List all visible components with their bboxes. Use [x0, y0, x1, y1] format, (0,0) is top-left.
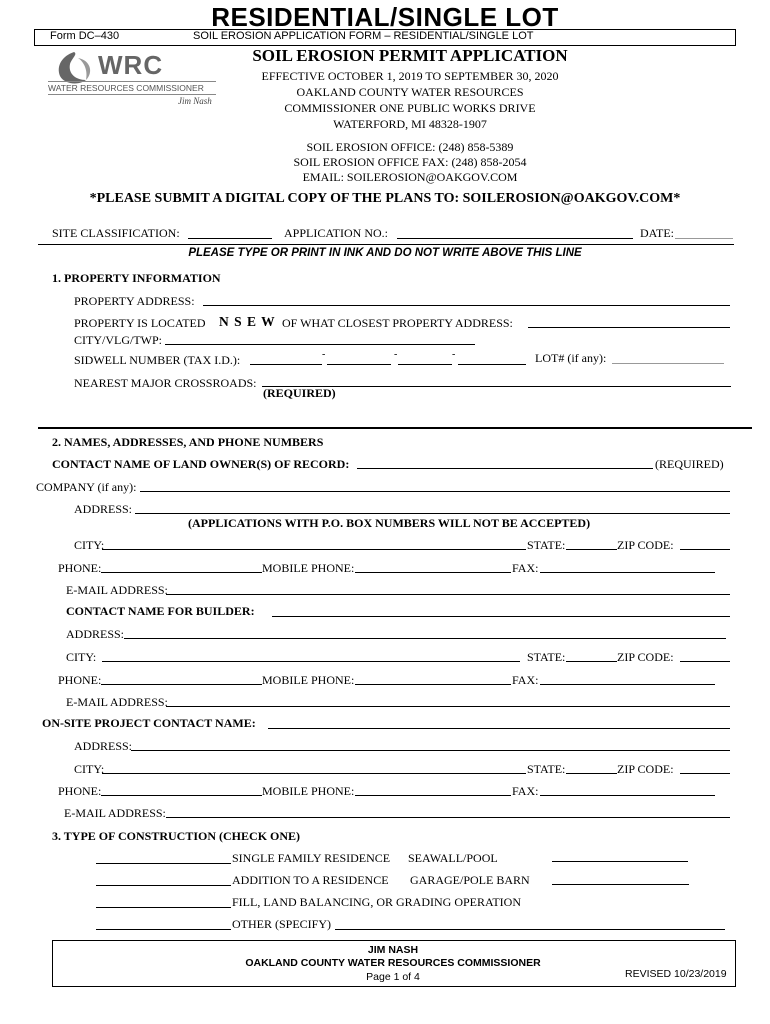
revised-date: REVISED 10/23/2019: [625, 968, 727, 980]
garage-label: GARAGE/POLE BARN: [410, 873, 530, 887]
owner-label: CONTACT NAME OF LAND OWNER(S) OF RECORD:: [52, 457, 350, 471]
contact-block: [220, 140, 600, 185]
office-divider: [38, 244, 734, 245]
builder-city-label: CITY:: [66, 650, 97, 664]
sidwell-field-3[interactable]: [398, 364, 452, 365]
onsite-state-label: STATE:: [527, 762, 566, 776]
builder-state-field[interactable]: [566, 661, 617, 662]
date-label: DATE:: [640, 226, 674, 240]
owner-zip-field[interactable]: [680, 549, 730, 550]
city-vlg-twp-field[interactable]: [165, 344, 475, 345]
builder-state-label: STATE:: [527, 650, 566, 664]
builder-city-field[interactable]: [102, 661, 520, 662]
company-label: COMPANY (if any):: [36, 480, 137, 494]
onsite-fax-label: FAX:: [512, 784, 539, 798]
onsite-phone-field[interactable]: [101, 795, 262, 796]
sidwell-field-1[interactable]: [250, 364, 322, 365]
seawall-label: SEAWALL/POOL: [408, 851, 498, 865]
sidwell-field-2[interactable]: [327, 364, 391, 365]
onsite-address-field[interactable]: [131, 750, 730, 751]
onsite-zip-label: ZIP CODE:: [617, 762, 674, 776]
builder-zip-field[interactable]: [680, 661, 730, 662]
owner-phone-label: PHONE:: [58, 561, 102, 575]
other-specify-field[interactable]: [335, 929, 725, 930]
builder-fax-label: FAX:: [512, 673, 539, 687]
owner-required: (REQUIRED): [655, 457, 724, 471]
office-phone: SOIL EROSION OFFICE: (248) 858-5389: [306, 140, 514, 154]
garage-checkline[interactable]: [552, 884, 689, 885]
addition-checkline[interactable]: [96, 885, 231, 886]
application-no-label: APPLICATION NO.:: [284, 226, 389, 240]
wrc-logo: [48, 50, 218, 110]
onsite-mobile-label: MOBILE PHONE:: [262, 784, 355, 798]
fill-checkline[interactable]: [96, 907, 231, 908]
closest-address-field[interactable]: [528, 327, 730, 328]
owner-address-label: ADDRESS:: [74, 502, 133, 516]
owner-address-field[interactable]: [135, 513, 730, 514]
section-divider: [38, 427, 752, 429]
onsite-city-field[interactable]: [102, 773, 526, 774]
section1-heading: 1. PROPERTY INFORMATION: [52, 271, 221, 285]
owner-email-field[interactable]: [166, 594, 730, 595]
onsite-contact-label: ON-SITE PROJECT CONTACT NAME:: [42, 716, 256, 730]
site-classification-label: SITE CLASSIFICATION:: [52, 226, 180, 240]
page-number: Page 1 of 4: [366, 971, 420, 983]
onsite-email-field[interactable]: [166, 817, 730, 818]
nsew-options[interactable]: N S E W: [219, 314, 276, 329]
onsite-contact-field[interactable]: [268, 728, 730, 729]
owner-city-label: CITY:: [74, 538, 105, 552]
closest-address-label: OF WHAT CLOSEST PROPERTY ADDRESS:: [282, 316, 513, 330]
po-box-note: (APPLICATIONS WITH P.O. BOX NUMBERS WILL NOT BE ACCEPTED): [188, 516, 591, 530]
property-address-label: PROPERTY ADDRESS:: [74, 294, 195, 308]
owner-phone-field[interactable]: [101, 572, 262, 573]
city-vlg-twp-label: CITY/VLG/TWP:: [74, 333, 162, 347]
address-line: COMMISSIONER ONE PUBLIC WORKS DRIVE: [284, 101, 536, 115]
crossroads-required: (REQUIRED): [263, 386, 336, 400]
sidwell-dash: -: [452, 349, 456, 360]
crossroads-label: NEAREST MAJOR CROSSROADS:: [74, 376, 257, 390]
builder-mobile-field[interactable]: [355, 684, 511, 685]
builder-mobile-label: MOBILE PHONE:: [262, 673, 355, 687]
located-label: PROPERTY IS LOCATED: [74, 316, 206, 330]
sidwell-field-4[interactable]: [458, 364, 526, 365]
addition-label: ADDITION TO A RESIDENCE: [232, 873, 389, 887]
big-title: RESIDENTIAL/SINGLE LOT: [211, 2, 559, 32]
owner-mobile-label: MOBILE PHONE:: [262, 561, 355, 575]
onsite-zip-field[interactable]: [680, 773, 730, 774]
address-line: EFFECTIVE OCTOBER 1, 2019 TO SEPTEMBER 30, 2020: [261, 69, 559, 83]
other-label: OTHER (SPECIFY): [232, 917, 332, 931]
builder-address-label: ADDRESS:: [66, 627, 125, 641]
builder-field[interactable]: [272, 616, 730, 617]
submit-note: *PLEASE SUBMIT A DIGITAL COPY OF THE PLANS TO: SOILEROSION@OAKGOV.COM*: [89, 191, 681, 206]
office-email: EMAIL: SOILEROSION@OAKGOV.COM: [302, 170, 518, 184]
address-line: OAKLAND COUNTY WATER RESOURCES: [296, 85, 524, 99]
builder-email-field[interactable]: [166, 706, 730, 707]
onsite-city-label: CITY:: [74, 762, 105, 776]
application-no-field[interactable]: [397, 238, 633, 239]
builder-label: CONTACT NAME FOR BUILDER:: [66, 604, 255, 618]
logo-signature: Jim Nash: [178, 96, 212, 106]
address-line: WATERFORD, MI 48328-1907: [333, 117, 487, 131]
onsite-mobile-field[interactable]: [355, 795, 511, 796]
single-family-label: SINGLE FAMILY RESIDENCE: [232, 851, 391, 865]
address-block: [220, 68, 600, 132]
builder-zip-label: ZIP CODE:: [617, 650, 674, 664]
logo-rule-2: [48, 94, 216, 95]
logo-subtitle: WATER RESOURCES COMMISSIONER: [48, 83, 204, 93]
owner-fax-label: FAX:: [512, 561, 539, 575]
seawall-checkline[interactable]: [552, 861, 688, 862]
page-title: SOIL EROSION PERMIT APPLICATION: [252, 46, 568, 65]
onsite-address-label: ADDRESS:: [74, 739, 133, 753]
company-field[interactable]: [140, 491, 730, 492]
owner-email-label: E-MAIL ADDRESS:: [66, 583, 168, 597]
form-number: Form DC–430: [50, 30, 120, 42]
footer-office: OAKLAND COUNTY WATER RESOURCES COMMISSIONER: [245, 957, 541, 969]
onsite-fax-field[interactable]: [540, 795, 715, 796]
property-address-field[interactable]: [203, 305, 730, 306]
onsite-state-field[interactable]: [566, 773, 617, 774]
fill-label: FILL, LAND BALANCING, OR GRADING OPERATION: [232, 895, 521, 909]
onsite-phone-label: PHONE:: [58, 784, 102, 798]
footer-name: JIM NASH: [367, 944, 419, 956]
other-checkline[interactable]: [96, 929, 231, 930]
ink-note: PLEASE TYPE OR PRINT IN INK AND DO NOT WRITE ABOVE THIS LINE: [188, 247, 582, 259]
owner-state-label: STATE:: [527, 538, 566, 552]
site-classification-field[interactable]: [188, 238, 272, 239]
section2-heading: 2. NAMES, ADDRESSES, AND PHONE NUMBERS: [52, 435, 324, 449]
builder-address-field[interactable]: [124, 638, 726, 639]
logo-text: WRC: [98, 50, 164, 80]
builder-phone-label: PHONE:: [58, 673, 102, 687]
sidwell-dash: -: [322, 349, 326, 360]
logo-rule: [48, 81, 216, 82]
owner-fax-field[interactable]: [540, 572, 715, 573]
sidwell-dash: -: [394, 349, 398, 360]
builder-fax-field[interactable]: [540, 684, 715, 685]
owner-state-field[interactable]: [566, 549, 617, 550]
lot-label: LOT# (if any):: [535, 351, 607, 365]
office-fax: SOIL EROSION OFFICE FAX: (248) 858-2054: [293, 155, 527, 169]
owner-zip-label: ZIP CODE:: [617, 538, 674, 552]
sidwell-label: SIDWELL NUMBER (TAX I.D.):: [74, 353, 241, 367]
owner-field[interactable]: [357, 468, 653, 469]
single-family-checkline[interactable]: [96, 863, 231, 864]
builder-email-label: E-MAIL ADDRESS:: [66, 695, 168, 709]
date-field[interactable]: [675, 238, 733, 239]
onsite-email-label: E-MAIL ADDRESS:: [64, 806, 166, 820]
section3-heading: 3. TYPE OF CONSTRUCTION (CHECK ONE): [52, 829, 301, 843]
builder-phone-field[interactable]: [101, 684, 262, 685]
lot-field[interactable]: [612, 363, 724, 364]
owner-city-field[interactable]: [102, 549, 526, 550]
owner-mobile-field[interactable]: [355, 572, 511, 573]
form-name: SOIL EROSION APPLICATION FORM – RESIDENTIAL/SINGLE LOT: [193, 30, 534, 42]
